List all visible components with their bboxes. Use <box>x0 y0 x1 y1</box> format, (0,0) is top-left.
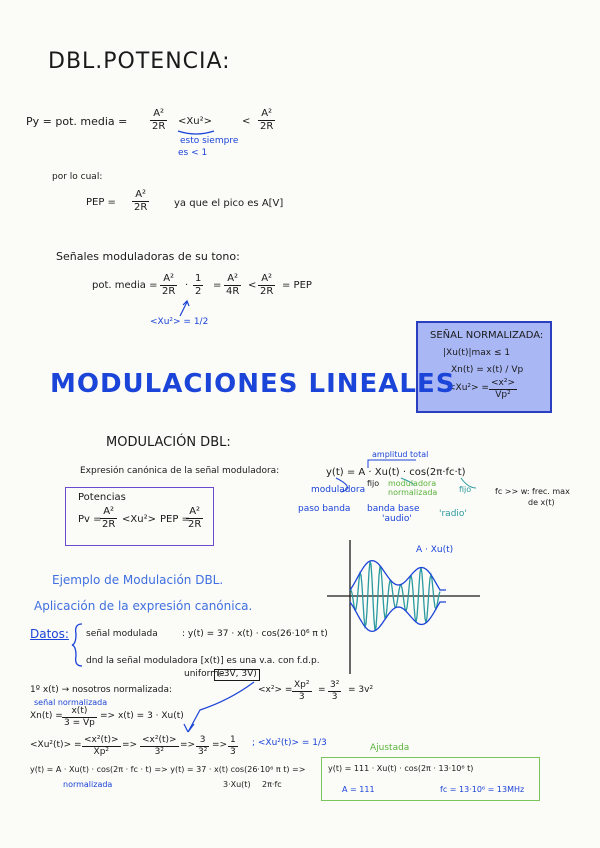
canonical-formula: y(t) = A · Xu(t) · cos(2π·fc·t) <box>326 467 466 478</box>
ajustada-label: Ajustada <box>370 743 410 753</box>
step-1-eq: = <box>318 685 326 695</box>
pot-box-xu: <Xu²> <box>122 514 156 525</box>
ejemplo-heading: Ejemplo de Modulación DBL. <box>52 573 224 587</box>
final-boxed-formula: y(t) = 111 · Xu(t) · cos(2π · 13·10⁶ t) <box>328 764 474 773</box>
pot-box-pv-frac: $\frac{\text{A²}}{2R}$ <box>102 506 116 530</box>
note-siempre: esto siempre <box>180 136 239 146</box>
xu2-frac-1: $\frac{\text{<x²(t)>}}{\text{Xp²}}$ <box>84 735 119 757</box>
xu2-arrow-1: => <box>122 740 138 750</box>
note-banda-base: banda base <box>367 504 420 514</box>
datos-brace <box>70 622 84 668</box>
dato-2-range: (-3V, 3V) <box>214 669 260 681</box>
pm-frac-4: $\frac{\text{A²}}{2R}$ <box>260 273 274 297</box>
step-1-result: = 3v² <box>348 685 374 695</box>
normalizada-note: normalizada <box>63 780 113 789</box>
pot-box-title: Potencias <box>78 492 126 503</box>
dbl-waveform-plot <box>322 538 482 678</box>
norm-line-3: <Xu²> = <box>448 383 489 393</box>
xu2-arrow-3: => <box>212 740 228 750</box>
fc-value: fc = 13·10⁶ = 13MHz <box>440 785 525 794</box>
xu2-half: <Xu²> = 1/2 <box>150 317 209 327</box>
norm-frac: $\frac{\text{<x²>}}{\text{Vp²}}$ <box>491 378 516 400</box>
pm-frac-1: $\frac{\text{A²}}{2R}$ <box>162 273 176 297</box>
step-1-frac-1: $\frac{\text{Xp²}}{3}$ <box>294 680 310 702</box>
step-1-label: 1º x(t) → nosotros normalizada: <box>30 685 172 695</box>
power-lt: < <box>242 116 251 127</box>
pot-box-pep: PEP = <box>160 514 190 525</box>
final-lhs: y(t) = A · Xu(t) · cos(2π · fc · t) => y(t) = 37 · x(t) cos(26·10⁶ π t) => <box>30 765 306 774</box>
sub-3xu: 3·Xu(t) <box>223 780 251 789</box>
pm-dot: · <box>185 280 189 291</box>
pep-lhs: PEP = <box>86 197 116 208</box>
note-audio: 'audio' <box>382 514 412 524</box>
xn-lhs: Xn(t) = <box>30 711 63 721</box>
pep-rest: ya que el pico es A[V] <box>174 198 284 209</box>
xu2-frac-4: $\frac{1}{3}$ <box>230 735 236 757</box>
datos-label: Datos: <box>30 627 69 641</box>
note-amplitud: amplitud total <box>372 450 429 459</box>
note-fc-2: de x(t) <box>528 498 555 507</box>
note-moduladora: moduladora <box>311 485 366 495</box>
power-frac-2: $\frac{\text{A²}}{2R}$ <box>260 108 274 132</box>
senales-heading: Señales moduladoras de su tono: <box>56 250 240 263</box>
xu2-frac-2: $\frac{\text{<x²(t)>}}{\text{3²}}$ <box>142 735 177 757</box>
norm-line-1: |Xu(t)|max ≤ 1 <box>443 348 511 358</box>
note-paso-banda: paso banda <box>298 504 351 514</box>
pm-eq: = <box>213 280 222 291</box>
senal-normalizada-note: señal normalizada <box>34 698 108 707</box>
pm-lt: < <box>248 280 257 291</box>
note-fc-1: fc >> w: frec. max <box>495 487 570 496</box>
plot-envelope-label: A · Xu(t) <box>416 545 454 555</box>
page-title: DBL.POTENCIA: <box>48 49 231 74</box>
note-fijo-1: fijo <box>367 479 380 488</box>
subsection-heading: MODULACIÓN DBL: <box>106 435 231 450</box>
arrow-range <box>180 680 260 740</box>
pep-frac: $\frac{\text{A²}}{2R}$ <box>134 189 148 213</box>
section-heading: MODULACIONES LINEALES <box>50 369 456 399</box>
note-mod-norm-2: normalizada <box>388 488 438 497</box>
pot-media-lhs: pot. media = <box>92 280 158 291</box>
expresion-label: Expresión canónica de la señal moduladora: <box>80 466 280 476</box>
pm-rest: = PEP <box>282 280 312 291</box>
por-lo-cual: por lo cual: <box>52 172 103 182</box>
aplicacion-heading: Aplicación de la expresión canónica. <box>34 599 253 613</box>
pm-frac-3: $\frac{\text{A²}}{4R}$ <box>226 273 240 297</box>
xn-result: => x(t) = 3 · Xu(t) <box>100 711 184 721</box>
xu2-note: ; <Xu²(t)> = 1/3 <box>252 738 327 748</box>
a-value: A = 111 <box>342 785 375 794</box>
pm-frac-2: $\frac{1}{2}$ <box>195 273 202 297</box>
power-xu2: <Xu²> <box>178 116 212 127</box>
note-mod-norm-1: moduladora <box>388 479 437 488</box>
power-frac-1: $\frac{\text{A²}}{2R}$ <box>152 108 166 132</box>
sub-2pifc: 2π·fc <box>262 780 282 789</box>
norm-title: SEÑAL NORMALIZADA: <box>430 330 544 341</box>
envelope-top <box>350 561 446 590</box>
xu2-lhs: <Xu²(t)> = <box>30 740 82 750</box>
dato-1-formula: : y(t) = 37 · x(t) · cos(26·10⁶ π t) <box>182 629 328 639</box>
xu2-arrow-2: => <box>180 740 196 750</box>
pot-box-pv: Pv = <box>78 514 102 525</box>
xu2-frac-3: $\frac{3}{\text{3²}}$ <box>198 735 208 757</box>
arrow-xu2-half <box>175 298 195 318</box>
pot-box-pep-frac: $\frac{\text{A²}}{2R}$ <box>188 506 202 530</box>
note-menor1: es < 1 <box>178 148 208 158</box>
step-1-x2: <x²> = <box>258 685 293 695</box>
dato-2-uniforme: uniforme <box>184 669 225 679</box>
norm-line-2: Xn(t) = x(t) / Vp <box>451 365 524 375</box>
note-fijo-2: fijo <box>459 485 472 494</box>
dato-1-label: señal modulada <box>86 629 158 639</box>
note-radio: 'radio' <box>439 509 467 519</box>
xn-frac: $\frac{x(t)}{3 = Vp}$ <box>64 706 95 728</box>
dato-2-text: dnd la señal moduladora [x(t)] es una v.a. con f.d.p. <box>86 656 320 666</box>
power-lhs: Py = pot. media = <box>26 115 128 128</box>
step-1-frac-2: $\frac{\text{3²}}{3}$ <box>330 680 340 702</box>
